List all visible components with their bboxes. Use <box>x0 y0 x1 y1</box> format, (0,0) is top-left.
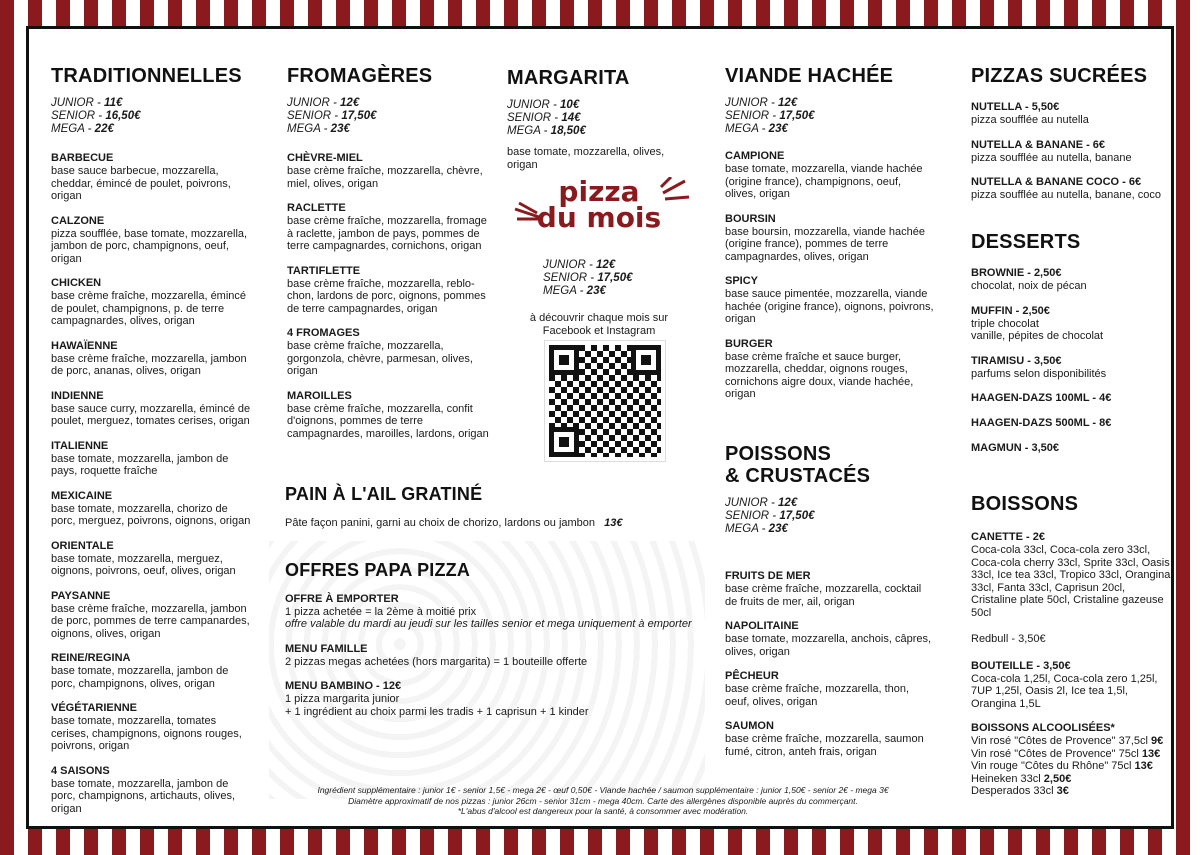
alcool-name: Desperados 33cl <box>971 785 1057 797</box>
offre-item <box>285 680 705 718</box>
menu-item <box>51 390 251 428</box>
item-name: TARTIFLETTE <box>287 264 361 277</box>
alcool-row <box>971 773 1171 786</box>
size-label: MEGA - <box>543 285 587 297</box>
qr-code[interactable] <box>545 341 665 461</box>
section-title: OFFRES PAPA PIZZA <box>285 560 471 580</box>
item-description: pizza soufflée, base tomate, mozzarella, jambon de porc, champignons, oeuf, origan <box>51 227 248 265</box>
item-description: pizza soufflée au nutella, banane <box>971 151 1132 164</box>
section-title: DESSERTS <box>971 231 1081 253</box>
item-description: triple chocolat vanille, pépites de chocolat <box>971 317 1104 342</box>
alcool-name: Vin rosé "Côtes de Provence" 37,5cl <box>971 735 1152 747</box>
size-prices <box>51 97 251 136</box>
size-label: MEGA - <box>725 123 769 135</box>
bouteille-title: BOUTEILLE - 3,50€ <box>971 659 1071 672</box>
size-price: 17,50€ <box>779 510 815 522</box>
item-description: chocolat, noix de pécan <box>971 280 1087 292</box>
size-price: 17,50€ <box>779 110 815 122</box>
size-label: JUNIOR - <box>51 97 105 109</box>
size-label: SENIOR - <box>51 110 106 122</box>
menu-item <box>287 327 492 378</box>
size-price: 14€ <box>561 112 581 124</box>
offre-line: 1 pizza achetée = la 2ème à moitié prix <box>285 605 477 618</box>
size-label: MEGA - <box>725 523 769 535</box>
item-name: REINE/REGINA <box>51 652 131 664</box>
item-name: MUFFIN - 2,50€ <box>971 304 1050 317</box>
item-description: base crème fraîche, mozzarella, émincé de poulet, champignons, p. de terre campagnardes, olives, origan <box>51 290 247 327</box>
pizza-du-mois-section <box>509 175 689 337</box>
size-price: 12€ <box>596 259 616 271</box>
size-price: 23€ <box>768 523 788 535</box>
item-name: VÉGÉTARIENNE <box>51 702 137 714</box>
size-prices <box>543 259 689 298</box>
size-price: 16,50€ <box>105 110 141 122</box>
pizza-du-mois-title <box>529 175 669 234</box>
bouteille-block <box>971 660 1171 711</box>
section-title: VIANDE HACHÉE <box>725 65 894 87</box>
size-label: SENIOR - <box>543 272 598 284</box>
alcool-row <box>971 735 1171 748</box>
size-price: 17,50€ <box>341 110 377 122</box>
item-name: TIRAMISU - 3,50€ <box>971 354 1062 367</box>
size-price: 12€ <box>778 97 798 109</box>
menu-item <box>725 338 935 401</box>
item-name: HAAGEN-DAZS 100ML - 4€ <box>971 392 1112 404</box>
menu-item <box>287 152 492 190</box>
size-row <box>725 123 935 136</box>
viande-section <box>725 65 935 401</box>
item-description: pizza soufflée au nutella, banane, coco <box>971 189 1161 201</box>
item-name: BOURSIN <box>725 212 776 225</box>
qr-finder <box>549 427 579 457</box>
footer-line: *L'abus d'alcool est dangereux pour la santé, à consommer avec modération. <box>457 806 749 816</box>
menu-item <box>51 277 251 328</box>
pain-section <box>285 485 705 529</box>
item-description: pizza soufflée au nutella <box>971 114 1089 126</box>
menu-item <box>971 442 1171 455</box>
item-description: parfums selon disponibilités <box>971 367 1107 380</box>
fromageres-section <box>287 65 492 440</box>
item-name: SPICY <box>725 275 759 287</box>
item-description: base crème fraîche, mozzarella, gorgonzola, chèvre, parmesan, olives, origan <box>287 340 473 377</box>
item-description: base tomate, mozzarella, viande hachée (origine france), champignons, oeuf, olives, origan <box>725 163 923 200</box>
size-row <box>287 123 492 136</box>
item-name: ORIENTALE <box>51 539 114 552</box>
section-title: BOISSONS <box>971 493 1079 515</box>
pizza-du-mois-note: à découvrir chaque mois sur Facebook et Instagram <box>529 312 669 337</box>
size-prices <box>507 99 687 138</box>
redbull-line: Redbull - 3,50€ <box>971 633 1046 645</box>
item-description: base tomate, mozzarella, merguez, oignons, poivrons, oeuf, olives, origan <box>51 552 236 577</box>
item-name: HAWAÏENNE <box>51 339 118 352</box>
item-description: base tomate, mozzarella, jambon de porc, champignons, olives, origan <box>51 665 229 690</box>
item-name: NUTELLA - 5,50€ <box>971 101 1060 113</box>
menu-item <box>725 670 935 708</box>
title-line: du mois <box>536 201 662 234</box>
offre-line: 1 pizza margarita junior <box>285 693 400 706</box>
item-name: INDIENNE <box>51 389 104 402</box>
size-price: 22€ <box>94 123 114 135</box>
item-name: CAMPIONE <box>725 150 785 162</box>
size-prices <box>725 497 935 536</box>
item-name: MAGMUN - 3,50€ <box>971 442 1060 454</box>
size-label: JUNIOR - <box>287 97 341 109</box>
size-label: JUNIOR - <box>543 259 597 271</box>
menu-item <box>971 305 1171 343</box>
size-row <box>725 97 935 110</box>
offre-name <box>285 680 705 693</box>
item-name: ITALIENNE <box>51 439 109 452</box>
menu-item <box>51 590 251 641</box>
section-title: FROMAGÈRES <box>287 65 433 87</box>
size-row <box>287 97 492 110</box>
menu-item <box>51 440 251 478</box>
item-description: base tomate, mozzarella, jambon de porc, champignons, artichauts, olives, origan <box>51 777 236 815</box>
menu-item <box>971 139 1171 165</box>
offre-name <box>285 643 705 656</box>
size-row <box>725 497 935 510</box>
item-list <box>287 152 492 440</box>
size-label: SENIOR - <box>725 110 780 122</box>
size-row <box>543 259 689 272</box>
footer-notes <box>29 785 1177 817</box>
item-name: BARBECUE <box>51 152 114 164</box>
item-name: NUTELLA & BANANE COCO - 6€ <box>971 176 1142 188</box>
item-description: base crème fraîche, mozzarella, confit d'oignons, pommes de terre campagnardes, maroilles, lardons, origan <box>287 402 489 440</box>
item-name: 4 SAISONS <box>51 764 110 777</box>
alcool-price: 9€ <box>1151 735 1164 747</box>
item-name: CALZONE <box>51 214 105 227</box>
menu-item <box>971 355 1171 381</box>
item-description: base sauce barbecue, mozzarella, cheddar, émincé de poulet, poivrons, origan <box>51 165 231 202</box>
size-price: 23€ <box>586 285 606 297</box>
menu-sheet <box>26 26 1174 829</box>
item-description: base crème fraîche, mozzarella, reblo-chon, lardons de porc, oignons, pommes de terre campagnardes, origan <box>287 277 486 315</box>
offre-name <box>285 593 705 606</box>
menu-item <box>725 150 935 201</box>
offre-title: MENU FAMILLE <box>285 642 368 655</box>
size-label: SENIOR - <box>725 510 780 522</box>
bouteille-desc: Coca-cola 1,25l, Coca-cola zero 1,25l, 7UP 1,25l, Oasis 2l, Ice tea 1,5l, Orangina 1,5L <box>971 672 1158 710</box>
item-list <box>971 101 1171 202</box>
size-label: SENIOR - <box>287 110 342 122</box>
item-list <box>971 267 1171 455</box>
item-name: NAPOLITAINE <box>725 620 799 632</box>
item-name: MAROILLES <box>287 389 352 402</box>
section-title <box>725 443 935 487</box>
section-title: PIZZAS SUCRÉES <box>971 65 1148 87</box>
size-label: MEGA - <box>51 123 95 135</box>
size-row <box>51 123 251 136</box>
item-name: BURGER <box>725 337 773 350</box>
item-description: base boursin, mozzarella, viande hachée (origine france), pommes de terre campagnardes, olives, origan <box>725 225 925 263</box>
size-row <box>543 272 689 285</box>
size-row <box>51 110 251 123</box>
item-description: base crème fraîche, mozzarella, fromage à raclette, jambon de pays, pommes de terre campagnardes, cornichons, origan <box>287 215 487 252</box>
size-label: JUNIOR - <box>725 497 779 509</box>
pizza-du-mois-logo <box>509 175 689 239</box>
item-list <box>51 152 251 815</box>
item-name: CHÈVRE-MIEL <box>287 152 363 164</box>
size-row <box>507 99 687 112</box>
item-description: base crème fraîche, mozzarella, jambon de porc, pommes de terre campanardes, oignons, olives, origan <box>51 602 250 640</box>
menu-item <box>971 176 1171 202</box>
footer-line: Diamètre approximatif de nos pizzas : junior 26cm - senior 31cm - mega 40cm. Carte des allergènes disponible auprès du commerçant. <box>348 795 858 806</box>
menu-item <box>51 215 251 266</box>
offre-item <box>285 593 705 631</box>
section-title: MARGARITA <box>507 67 630 89</box>
item-name: 4 FROMAGES <box>287 327 360 339</box>
item-name: PÊCHEUR <box>725 670 779 682</box>
alcool-price: 13€ <box>1141 747 1161 760</box>
item-list <box>725 570 935 758</box>
alcool-name: Vin rouge "Côtes du Rhône" 75cl <box>971 760 1135 772</box>
size-label: MEGA - <box>287 123 331 135</box>
size-price: 23€ <box>330 123 350 135</box>
offres-list <box>285 593 705 719</box>
title-line: POISSONS <box>725 443 832 465</box>
offre-condition: offre valable du mardi au jeudi sur les tailles senior et mega uniquement à emporter <box>285 618 692 631</box>
pain-description <box>285 517 705 530</box>
menu-item <box>971 101 1171 127</box>
menu-item <box>725 570 935 608</box>
size-prices <box>287 97 492 136</box>
offre-title: OFFRE À EMPORTER <box>285 592 399 605</box>
size-prices <box>725 97 935 136</box>
size-row <box>543 285 689 298</box>
alcool-row <box>971 760 1171 773</box>
menu-item <box>725 620 935 658</box>
size-row <box>725 510 935 523</box>
menu-item <box>287 265 492 316</box>
size-price: 17,50€ <box>597 272 633 284</box>
pain-desc: Pâte façon panini, garni au choix de chorizo, lardons ou jambon <box>285 516 596 529</box>
size-label: JUNIOR - <box>725 97 779 109</box>
item-description: base tomate, mozzarella, anchois, câpres, olives, origan <box>725 633 932 658</box>
item-description: base crème fraîche, mozzarella, saumon fumé, citron, anteh frais, origan <box>725 733 924 758</box>
item-description: base tomate, mozzarella, jambon de pays, roquette fraîche <box>51 452 229 477</box>
title-line: & CRUSTACÉS <box>725 465 871 487</box>
menu-item <box>971 392 1171 405</box>
size-row <box>507 112 687 125</box>
size-price: 11€ <box>104 97 123 109</box>
size-row <box>725 523 935 536</box>
offre-price: 12€ <box>382 680 402 693</box>
item-list <box>725 150 935 401</box>
pain-price: 13€ <box>604 516 623 529</box>
item-description: base sauce pimentée, mozzarella, viande hachée (origine france), oignons, poivrons, origan <box>725 288 934 325</box>
size-row <box>507 125 687 138</box>
item-name: RACLETTE <box>287 202 346 214</box>
canette-desc: Coca-cola 33cl, Coca-cola zero 33cl, Coca-cola cherry 33cl, Sprite 33cl, Oasis 33cl, Ice tea 33cl, Tropico 33cl, Orangina 33cl, Fanta 33cl, Caprisun 20cl, Cristaline plate 50cl, Cristaline gazeuse 50cl <box>971 544 1171 619</box>
size-row <box>725 110 935 123</box>
item-description: base crème fraîche et sauce burger, mozzarella, cheddar, oignons rouges, cornichons aigre doux, viande hachée, origan <box>725 350 914 400</box>
offres-section <box>285 561 705 718</box>
alcool-name: Vin rosé "Côtes de Provence" 75cl <box>971 747 1142 760</box>
item-name: MEXICAINE <box>51 489 113 502</box>
item-description: base tomate, mozzarella, chorizo de porc, merguez, poivrons, oignons, origan <box>51 502 251 527</box>
item-name: CHICKEN <box>51 277 102 289</box>
item-name: PAYSANNE <box>51 589 111 602</box>
menu-item <box>725 720 935 758</box>
sucrees-section <box>971 65 1171 202</box>
item-name: BROWNIE - 2,50€ <box>971 267 1062 279</box>
section-title: PAIN À L'AIL GRATINÉ <box>285 484 483 504</box>
offre-line: 2 pizzas megas achetées (hors margarita) = 1 bouteille offerte <box>285 655 588 668</box>
alcool-name: Heineken 33cl <box>971 772 1044 785</box>
desserts-section <box>971 231 1171 455</box>
margarita-description: base tomate, mozzarella, olives, origan <box>507 146 665 171</box>
size-price: 18,50€ <box>550 125 586 137</box>
menu-item <box>287 202 492 253</box>
alcool-price: 2,50€ <box>1043 772 1072 785</box>
menu-item <box>51 340 251 378</box>
size-price: 12€ <box>340 97 360 109</box>
size-label: JUNIOR - <box>507 99 561 111</box>
offre-line: + 1 ingrédient au choix parmi les tradis + 1 caprisun + 1 kinder <box>285 705 589 718</box>
item-name: NUTELLA & BANANE - 6€ <box>971 138 1106 151</box>
size-row <box>287 110 492 123</box>
menu-item <box>971 267 1171 293</box>
item-name: FRUITS DE MER <box>725 570 811 582</box>
item-name: HAAGEN-DAZS 500ML - 8€ <box>971 417 1112 429</box>
menu-item <box>725 275 935 326</box>
menu-item <box>51 152 251 203</box>
item-name: SAUMON <box>725 720 774 732</box>
item-description: base crème fraîche, mozzarella, chèvre, miel, olives, origan <box>287 165 483 190</box>
offre-title: MENU BAMBINO - <box>285 680 383 693</box>
qr-finder <box>631 345 661 375</box>
item-description: base crème fraîche, mozzarella, cocktail de fruits de mer, ail, origan <box>725 583 922 608</box>
margarita-section <box>507 67 687 171</box>
alcool-price: 3€ <box>1056 785 1069 797</box>
menu-item <box>51 652 251 690</box>
alcool-price: 13€ <box>1134 760 1153 772</box>
alcool-row <box>971 748 1171 761</box>
canette-title: CANETTE - 2€ <box>971 531 1045 543</box>
menu-item <box>51 702 251 753</box>
size-label: MEGA - <box>507 125 551 137</box>
boissons-section <box>971 493 1171 798</box>
size-price: 12€ <box>778 497 798 509</box>
menu-item <box>51 540 251 578</box>
item-description: base crème fraîche, mozzarella, jambon de porc, ananas, olives, origan <box>51 352 247 377</box>
alcool-title: BOISSONS ALCOOLISÉES* <box>971 722 1115 734</box>
item-description: base crème fraîche, mozzarella, thon, oeuf, olives, origan <box>725 683 910 708</box>
size-price: 10€ <box>560 99 580 111</box>
qr-finder <box>549 345 579 375</box>
section-title: TRADITIONNELLES <box>51 65 242 87</box>
footer-line: Ingrédient supplémentaire : junior 1€ - senior 1,5€ - mega 2€ - œuf 0,50€ - Viande hachée / saumon supplémentaire : junior 1,50€ - senior 2€ - mega 3€ <box>317 785 889 795</box>
traditionnelles-section <box>51 65 251 815</box>
size-row <box>51 97 251 110</box>
offre-item <box>285 643 705 669</box>
item-description: base sauce curry, mozzarella, émincé de poulet, merguez, tomates cerises, origan <box>51 402 251 427</box>
poissons-section <box>725 443 935 758</box>
canette-block <box>971 531 1171 619</box>
menu-item <box>51 490 251 528</box>
menu-item <box>287 390 492 441</box>
menu-item <box>971 417 1171 430</box>
size-price: 23€ <box>768 123 788 135</box>
menu-item <box>725 213 935 264</box>
item-description: base tomate, mozzarella, tomates cerises, champignons, oignons rouges, poivrons, origan <box>51 715 242 752</box>
size-label: SENIOR - <box>507 112 562 124</box>
title-line: pizza <box>558 175 640 208</box>
